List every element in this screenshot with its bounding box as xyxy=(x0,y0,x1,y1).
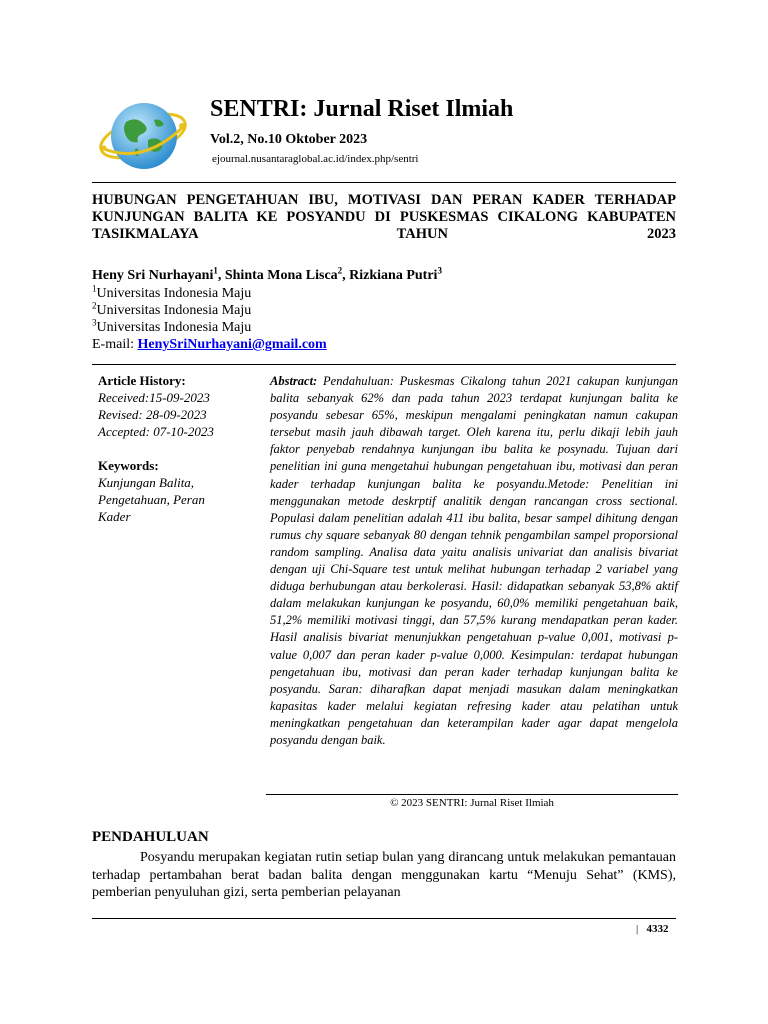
abstract-top-divider xyxy=(92,364,676,365)
received-date: Received:15-09-2023 xyxy=(98,390,210,405)
email-label: E-mail: xyxy=(92,337,138,352)
author-affiliation-marker: 3 xyxy=(437,265,442,276)
journal-url[interactable]: ejournal.nusantaraglobal.ac.id/index.php/sentri xyxy=(212,153,419,165)
affiliation-text: Universitas Indonesia Maju xyxy=(96,303,252,318)
affiliation-text: Universitas Indonesia Maju xyxy=(96,320,252,335)
footer-divider xyxy=(92,918,676,919)
affiliation-marker: 3 xyxy=(92,317,97,328)
affiliation-marker: 1 xyxy=(92,283,97,294)
header-divider xyxy=(92,182,676,183)
article-title: HUBUNGAN PENGETAHUAN IBU, MOTIVASI DAN PERAN KADER TERHADAP KUNJUNGAN BALITA KE POSYANDU DI PUSKESMAS CIKALONG KABUPATEN TASIKMALAYA TAHUN 2023 xyxy=(92,192,676,242)
page-number xyxy=(636,923,668,935)
affiliation xyxy=(92,317,252,336)
affiliation-marker: 2 xyxy=(92,300,97,311)
section-heading: PENDAHULUAN xyxy=(92,829,209,845)
body-paragraph: Posyandu merupakan kegiatan rutin setiap bulan yang dirancang untuk melakukan pemantauan terhadap pertambahan berat badan balita dengan menggunakan kartu “Menuju Sehat” (KMS), pemberian penyuluhan gizi, serta pemberian pelayanan xyxy=(92,850,676,900)
abstract-text: Pendahuluan: Puskesmas Cikalong tahun 2021 cakupan kunjungan balita sebanyak 62% dan pada tahun 2023 terdapat kunjungan balita ke posyandu sebesar 65%, meskipun mengalami peningkatan namun cakupan tersebut masih jauh dibawah target. Oleh karena itu, perlu dikaji lebih jauh faktor penyebab rendahnya kunjungan ibu balita ke posynadu. Tujuan dari penelitian ini guna mengetahui hubungan pengetahuan ibu, motivasi dan peran kader terhadap kunjungan balita ke posyandu.Metode: Penelitian ini menggunakan metode deskrptif analitik dengan rancangan cross sectional. Populasi dalam penelitian adalah 411 ibu balita, besar sampel dihitung dengan rumus chy square sebanyak 80 dengan tehnik pengambilan sampel proporsional random sampling. Analisa data yaitu analisis univariat dan analisis bivariat dengan uji Chi-Square test untuk melihat hubungan terhadap 2 variabel yang diduga berhubungan atau berkolerasi. Hasil: didapatkan sebanyak 53,8% aktif dalam melakukan kunjungan ke posyandu, 60,0% memiliki pengetahuan baik, 51,2% memiliki motivasi tinggi, dan 57,5% kurang mendapatkan peran kader. Hasil analisis bivariat menunjukkan pengetahuan p-value 0,001, motivasi p-value 0,007 dan peran kader p-value 0,000. Kesimpulan: terdapat hubungan pengetahuan ibu, motivasi dan peran kader terhadap kunjungan balita ke posyandu. Saran: diharafkan dapat menjadi masukan dalam meningkatkan kapasitas kader melalui kegiatan refresing kader atau pelatihan untuk meningkatkan pengetahuan dan keterampilan kader agar dapat mengelola posyandu dengan baik. xyxy=(270,374,678,747)
email-link[interactable]: HenySriNurhayani@gmail.com xyxy=(137,337,327,352)
accepted-date: Accepted: 07-10-2023 xyxy=(98,424,214,439)
abstract xyxy=(270,373,678,749)
journal-issue: Vol.2, No.10 Oktober 2023 xyxy=(210,132,368,147)
affiliation-text: Universitas Indonesia Maju xyxy=(96,286,252,301)
keywords-heading: Keywords: xyxy=(98,458,159,473)
author-separator: , xyxy=(342,268,350,283)
keywords-list: Kunjungan Balita, Pengetahuan, Peran Kader xyxy=(98,475,205,524)
revised-date: Revised: 28-09-2023 xyxy=(98,407,207,422)
journal-title: SENTRI: Jurnal Riset Ilmiah xyxy=(210,96,514,122)
affiliation xyxy=(92,300,252,319)
copyright-notice: © 2023 SENTRI: Jurnal Riset Ilmiah xyxy=(390,797,554,809)
page-number-value: 4332 xyxy=(646,923,669,935)
author-affiliation-marker: 1 xyxy=(213,265,218,276)
email-line xyxy=(92,337,327,353)
author-name: Heny Sri Nurhayani xyxy=(92,268,214,283)
abstract-bottom-divider xyxy=(266,794,678,795)
history-heading: Article History: xyxy=(98,373,186,388)
page-separator: | xyxy=(636,923,639,935)
author-name: Rizkiana Putri xyxy=(349,268,438,283)
article-info-sidebar xyxy=(98,372,258,525)
abstract-label: Abstract: xyxy=(270,374,318,388)
journal-logo-globe-icon xyxy=(96,96,190,176)
affiliation xyxy=(92,283,252,302)
author-affiliation-marker: 2 xyxy=(337,265,343,276)
author-name: Shinta Mona Lisca xyxy=(224,268,338,283)
author-list xyxy=(92,265,442,284)
author-separator: , xyxy=(217,268,225,283)
